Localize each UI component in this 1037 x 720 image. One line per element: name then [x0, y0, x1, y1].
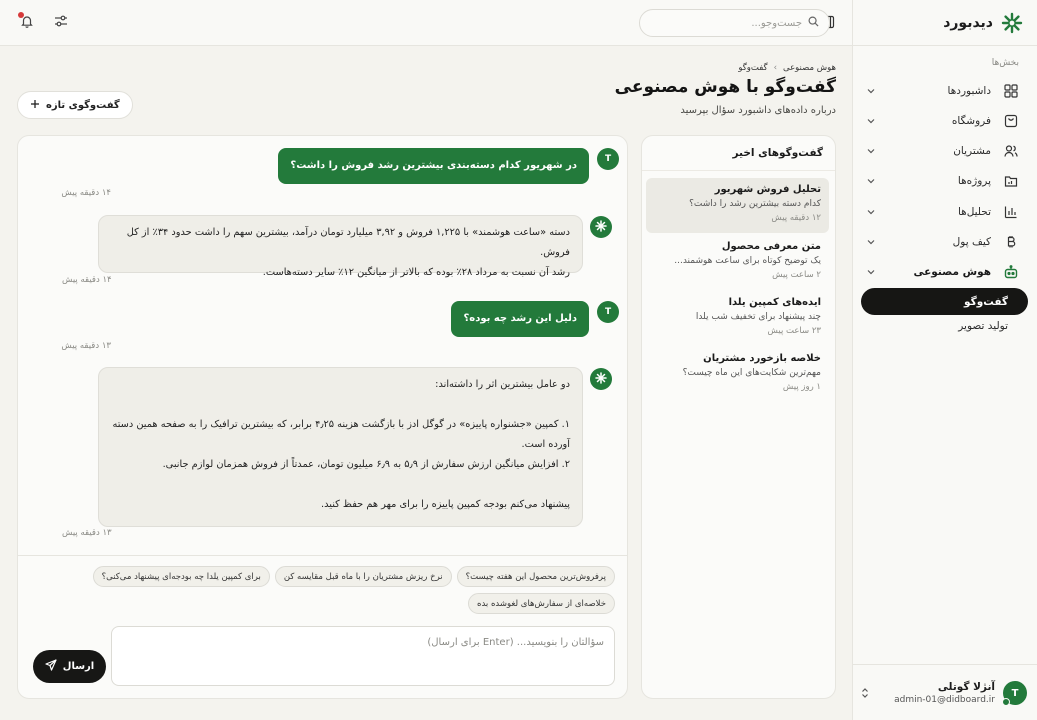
suggestion-chip[interactable]: نرخ ریزش مشتریان را با ماه قبل مقایسه کن [275, 566, 452, 587]
sidebar-item-label: فروشگاه [951, 115, 991, 127]
conversation-preview: یک توضیح کوتاه برای ساعت هوشمند... [674, 256, 821, 266]
message-time: ۱۴ دقیقه پیش [61, 188, 111, 198]
avatar-initial: T [1011, 687, 1019, 699]
user-message-bubble: در شهریور کدام دسته‌بندی بیشترین رشد فروش را داشت؟ [278, 148, 589, 184]
assistant-message-line: پیشنهاد می‌کنم بودجه کمپین پاییزه را برای مهر هم حفظ کنید. [320, 499, 570, 511]
notification-dot [18, 12, 24, 18]
divider [18, 555, 627, 556]
divider [853, 45, 1037, 46]
brand-name: دیدبورد [943, 15, 993, 31]
sidebar [852, 0, 1037, 720]
sidebar-item-analytics[interactable] [852, 199, 1037, 225]
sidebar-item-label: کیف پول [952, 236, 991, 248]
breadcrumb-item[interactable]: هوش مصنوعی [783, 63, 836, 73]
user-name: آنژلا گوتلی [937, 681, 995, 693]
recent-conversations-panel [641, 135, 836, 699]
conversation-preview: مهم‌ترین شکایت‌های این ماه چیست؟ [682, 368, 821, 378]
message-composer [111, 626, 615, 686]
divider [642, 170, 835, 171]
conversation-preview: کدام دسته بیشترین رشد را داشت؟ [689, 199, 821, 209]
chevron-down-icon [866, 86, 876, 96]
sidebar-item-label: تحلیل‌ها [957, 206, 991, 218]
sidebar-subitem-image-generation[interactable]: تولید تصویر [958, 320, 1008, 332]
conversation-title: ایده‌های کمپین یلدا [728, 297, 821, 308]
conversation-time: ۱۲ دقیقه پیش [771, 213, 821, 223]
chevron-down-icon [866, 267, 876, 277]
bell-icon[interactable] [18, 12, 36, 30]
sidebar-item-store[interactable] [852, 108, 1037, 134]
users-icon [1003, 143, 1019, 159]
ai-avatar [590, 368, 612, 390]
send-icon [45, 659, 57, 674]
conversation-item[interactable] [646, 347, 829, 402]
sparkle-icon [595, 372, 607, 387]
conversation-time: ۲ ساعت پیش [772, 270, 821, 280]
user-message-bubble: دلیل این رشد چه بوده؟ [451, 301, 589, 337]
sidebar-item-label: هوش مصنوعی [913, 266, 991, 278]
send-label: ارسال [62, 661, 95, 672]
new-chat-label: گفت‌وگوی تازه [46, 99, 120, 111]
breadcrumb-item: گفت‌وگو [738, 63, 768, 73]
sidebar-item-ai[interactable] [852, 259, 1037, 285]
suggestion-chip[interactable]: پرفروش‌ترین محصول این هفته چیست؟ [457, 566, 615, 587]
conversation-title: تحلیل فروش شهریور [714, 184, 821, 195]
conversation-title: متن معرفی محصول [721, 241, 821, 252]
brand[interactable] [943, 12, 1023, 34]
suggestion-chip[interactable]: خلاصه‌ای از سفارش‌های لغوشده بده [468, 593, 615, 614]
search-box[interactable] [639, 9, 830, 37]
user-message [451, 301, 619, 337]
breadcrumb [738, 63, 836, 73]
chevron-up-down-icon [859, 686, 871, 700]
sidebar-item-label: مشتریان [953, 145, 991, 157]
assistant-message-line: ۲. افزایش میانگین ارزش سفارش از ۵٫۹ به ۶٫۹ میلیون تومان، عمدتاً از فروش همزمان لوازم جانبی. [162, 459, 570, 471]
assistant-message-line: دسته «ساعت هوشمند» با ۱,۲۲۵ فروش و ۳,۹۲ میلیارد تومان درآمد، بیشترین سهم را داشت حدود ۳۴٪ از کل فروش. [126, 227, 570, 259]
page-subtitle: درباره داده‌های داشبورد سؤال بپرسید [680, 105, 836, 116]
message-time: ۱۴ دقیقه پیش [62, 275, 112, 285]
settings-sliders-icon[interactable] [52, 12, 70, 30]
user-message [278, 148, 619, 184]
message-time: ۱۳ دقیقه پیش [62, 528, 112, 538]
chevron-down-icon [866, 237, 876, 247]
sparkle-logo-icon [1001, 12, 1023, 34]
plus-icon [30, 99, 40, 112]
conversation-item[interactable] [646, 178, 829, 233]
sidebar-item-label: داشبوردها [947, 85, 991, 97]
assistant-message-line: ۱. کمپین «جشنواره پاییزه» در گوگل ادز با بازگشت هزینه ۴٫۲۵ برابر، که بیشترین ترافیک را به صفحه همین دسته آورده است. [112, 419, 570, 451]
bot-icon [1003, 264, 1019, 280]
chevron-down-icon [866, 146, 876, 156]
chevron-down-icon [866, 207, 876, 217]
assistant-message-bubble [98, 367, 583, 527]
search-icon [808, 16, 819, 30]
page-title: گفت‌وگو با هوش مصنوعی [614, 77, 836, 97]
bar-chart-icon [1003, 204, 1019, 220]
sidebar-item-projects[interactable] [852, 168, 1037, 194]
assistant-message-line: دو عامل بیشترین اثر را داشته‌اند: [435, 379, 570, 390]
conversation-item[interactable] [646, 291, 829, 346]
sidebar-item-dashboards[interactable] [852, 78, 1037, 104]
avatar: T [597, 148, 619, 170]
conversation-time: ۱ روز پیش [782, 382, 821, 392]
assistant-message-line: رشد آن نسبت به مرداد ۲۸٪ بوده که بالاتر از میانگین ۱۲٪ سایر دسته‌هاست. [262, 267, 570, 279]
assistant-message-bubble [98, 215, 583, 279]
sidebar-item-wallet[interactable] [852, 229, 1037, 255]
avatar [1003, 681, 1027, 705]
chevron-down-icon [866, 176, 876, 186]
dashboard-icon [1003, 83, 1019, 99]
chevron-left-icon: › [773, 63, 777, 73]
chevron-down-icon [866, 116, 876, 126]
suggestion-chips [55, 566, 615, 614]
send-button[interactable] [33, 650, 106, 683]
search-input[interactable] [650, 18, 802, 29]
online-status-dot [1002, 698, 1010, 706]
sections-label: بخش‌ها [991, 58, 1019, 68]
sidebar-subitem-chat[interactable]: گفت‌وگو [861, 288, 1028, 315]
ai-avatar [590, 216, 612, 238]
avatar: T [597, 301, 619, 323]
sidebar-item-label: پروژه‌ها [957, 175, 991, 187]
bitcoin-icon [1003, 234, 1019, 250]
folder-icon [1003, 173, 1019, 189]
shopping-bag-icon [1003, 113, 1019, 129]
top-bar [0, 0, 852, 46]
conversation-item[interactable] [646, 235, 829, 290]
conversation-preview: چند پیشنهاد برای تخفیف شب یلدا [695, 312, 821, 322]
message-time: ۱۳ دقیقه پیش [61, 341, 111, 351]
recent-title: گفت‌وگوهای اخیر [732, 147, 823, 159]
suggestion-chip[interactable]: برای کمپین یلدا چه بودجه‌ای پیشنهاد می‌کنی؟ [93, 566, 270, 587]
user-menu[interactable] [859, 676, 1027, 710]
sidebar-item-customers[interactable] [852, 138, 1037, 164]
message-input[interactable] [112, 627, 614, 685]
sparkle-icon [595, 220, 607, 235]
conversation-title: خلاصه بازخورد مشتریان [703, 353, 821, 364]
chat-panel [17, 135, 628, 699]
user-email: admin-01@didboard.ir [894, 695, 995, 705]
conversation-time: ۲۳ ساعت پیش [767, 326, 821, 336]
divider [853, 664, 1037, 665]
new-chat-button[interactable] [17, 91, 133, 119]
